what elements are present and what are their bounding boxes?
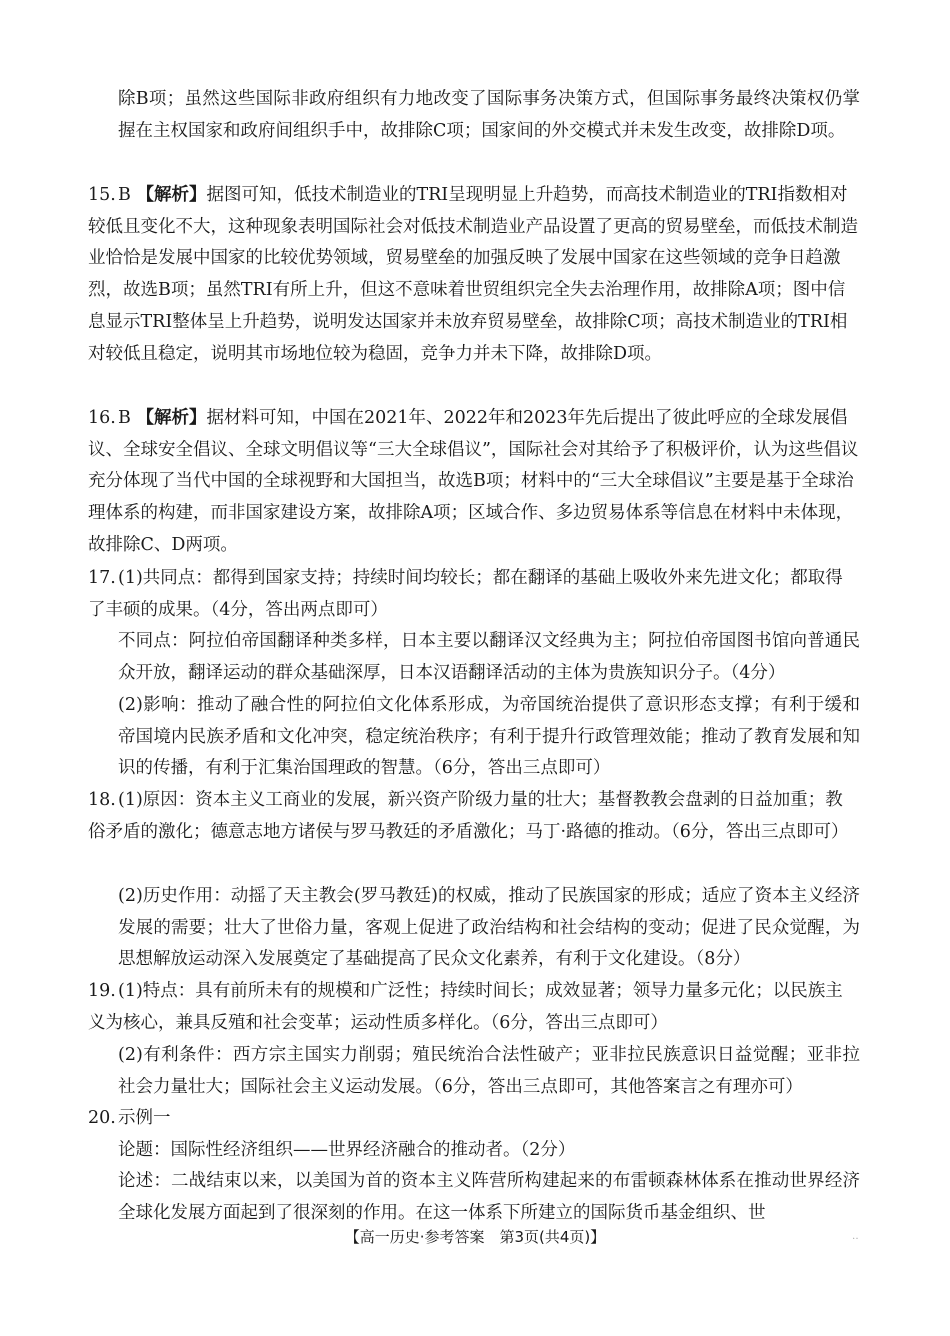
- q17-part1: (1)共同点：都得到国家支持；持续时间均较长；都在翻译的基础上吸收外来先进文化；都取得了丰硕的成果。（4分，答出两点即可）: [88, 568, 843, 620]
- q18-part1: (1)原因：资本主义工商业的发展，新兴资产阶级力量的壮大；基督教教会盘剥的日益加重；教俗矛盾的激化；德意志地方诸侯与罗马教廷的矛盾激化；马丁·路德的推动。（6分，答出三点即可）: [88, 790, 849, 842]
- q14-continuation: 除B项；虽然这些国际非政府组织有力地改变了国际事务决策方式，但国际事务最终决策权仍掌握在主权国家和政府间组织手中，故排除C项；国家间的外交模式并未发生改变，故排除D项。: [118, 89, 860, 141]
- page-footer: 【高一历史·参考答案 第3页(共4页)】: [344, 1228, 606, 1246]
- q19-number: 19.: [88, 981, 116, 1001]
- q18-number: 18.: [88, 790, 116, 810]
- q20-heading: 示例一: [118, 1108, 171, 1128]
- q19-part1: (1)特点：具有前所未有的规模和广泛性；持续时间长；成效显著；领导力量多元化；以民族主义为核心，兼具反殖和社会变革；运动性质多样化。（6分，答出三点即可）: [88, 981, 843, 1033]
- question-15: [88, 180, 860, 370]
- question-19: [88, 976, 860, 1039]
- question-20: [88, 1103, 860, 1135]
- q16-tag: 【解析】: [136, 408, 207, 428]
- q19-part2: (2)有利条件：西方宗主国实力削弱；殖民统治合法性破产；亚非拉民族意识日益觉醒；亚非拉社会力量壮大；国际社会主义运动发展。（6分，答出三点即可，其他答案言之有理亦可）: [118, 1045, 860, 1097]
- q17-part2: (2)影响：推动了融合性的阿拉伯文化体系形成，为帝国统治提供了意识形态支撑；有利于缓和帝国境内民族矛盾和文化冲突，稳定统治秩序；有利于提升行政管理效能；推动了教育发展和知识的传播，有利于汇集治国理政的智慧。（6分，答出三点即可）: [118, 695, 860, 779]
- q20-topic: 论题：国际性经济组织——世界经济融合的推动者。（2分）: [118, 1140, 576, 1160]
- question-18: [88, 785, 860, 848]
- q16-answer: B: [118, 408, 131, 428]
- q15-number: 15.: [88, 185, 116, 205]
- question-17: [88, 563, 860, 626]
- q15-tag: 【解析】: [136, 185, 207, 205]
- q17-number: 17.: [88, 568, 116, 588]
- q16-number: 16.: [88, 408, 116, 428]
- q20-number: 20.: [88, 1108, 116, 1128]
- q18-part2: (2)历史作用：动摇了天主教会(罗马教廷)的权威，推动了民族国家的形成；适应了资本主义经济发展的需要；壮大了世俗力量，客观上促进了政治结构和社会结构的变动；促进了民众觉醒，为思想解放运动深入发展奠定了基础提高了民众文化素养，有利于文化建设。（8分）: [118, 886, 860, 970]
- corner-mark: ‥: [852, 1231, 859, 1242]
- q16-text: 据材料可知，中国在2021年、2022年和2023年先后提出了彼此呼应的全球发展倡议、全球安全倡议、全球文明倡议等“三大全球倡议”，国际社会对其给予了积极评价，认为这些倡议充分体现了当代中国的全球视野和大国担当，故选B项；材料中的“三大全球倡议”主要是基于全球治理体系的构建，而非国家建设方案，故排除A项；区域合作、多边贸易体系等信息在材料中未体现，故排除C、D两项。: [88, 408, 859, 555]
- q15-text: 据图可知，低技术制造业的TRI呈现明显上升趋势，而高技术制造业的TRI指数相对较低且变化不大，这种现象表明国际社会对低技术制造业产品设置了更高的贸易壁垒，而低技术制造业恰恰是发展中国家的比较优势领域，贸易壁垒的加强反映了发展中国家在这些领域的竞争日趋激烈，故选B项；虽然TRI有所上升，但这不意味着世贸组织完全失去治理作用，故排除A项；图中信息显示TRI整体呈上升趋势，说明发达国家并未放弃贸易壁垒，故排除C项；高技术制造业的TRI相对较低且稳定，说明其市场地位较为稳固，竞争力并未下降，故排除D项。: [88, 185, 858, 364]
- q15-answer: B: [118, 185, 131, 205]
- q20-discussion: 论述：二战结束以来，以美国为首的资本主义阵营所构建起来的布雷顿森林体系在推动世界经济全球化发展方面起到了很深刻的作用。在这一体系下所建立的国际货币基金组织、世: [118, 1171, 860, 1223]
- question-16: [88, 403, 860, 562]
- q17-differences: 不同点：阿拉伯帝国翻译种类多样，日本主要以翻译汉文经典为主；阿拉伯帝国图书馆向普通民众开放，翻译运动的群众基础深厚，日本汉语翻译活动的主体为贵族知识分子。（4分）: [118, 631, 860, 683]
